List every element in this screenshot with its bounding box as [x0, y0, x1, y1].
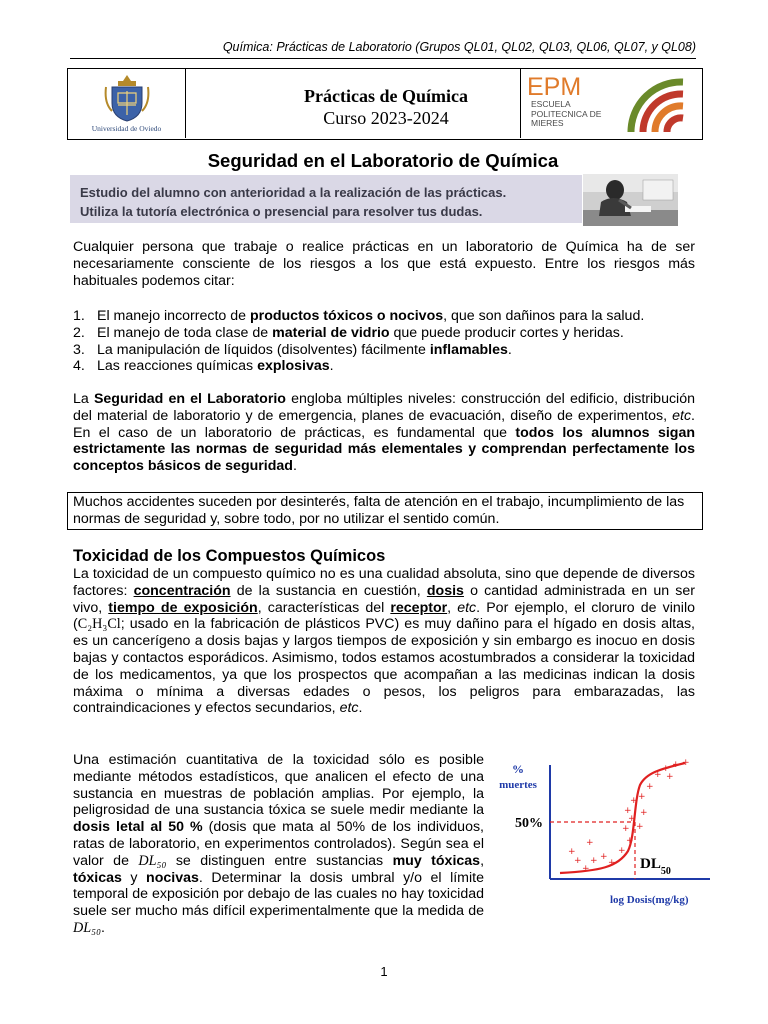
text-run: La	[73, 391, 94, 407]
list-text: El manejo de toda clase de	[97, 324, 273, 341]
dose-response-graph	[490, 755, 720, 915]
banner-course: Curso 2023-2024	[323, 108, 449, 128]
list-bold-text: explosivas	[257, 358, 330, 375]
text-run: de la sustancia en cuestión,	[230, 582, 427, 599]
university-crest-icon	[104, 73, 150, 123]
bold-text: tóxicas	[73, 869, 122, 886]
text-run: La toxicidad de un compuesto químico no es una cualidad absoluta, sino que depende de diversos factores:	[73, 566, 695, 599]
data-point: +	[640, 808, 648, 818]
italic-text: etc	[457, 599, 477, 616]
text-run: Una estimación cuantitativa de la toxicidad sólo es posible mediante métodos estadísticos, que analicen el efecto de una sustancia en muestras de población amplias. Por ejemplo, la peligrosidad de una sustancia tóxica se suele medir mediante la	[73, 752, 484, 819]
chemical-formula: C₂H₃Cl	[77, 616, 121, 633]
text-run: y	[121, 869, 147, 886]
underlined-term: concentración	[133, 582, 231, 599]
underlined-term: dosis	[426, 582, 464, 599]
data-point: +	[628, 814, 636, 824]
list-text: El manejo incorrecto de	[97, 308, 250, 324]
list-number: 3.	[73, 341, 85, 358]
list-text: .	[329, 358, 334, 375]
italic-text: etc	[339, 700, 359, 717]
data-point: +	[574, 856, 582, 866]
estimation-paragraph	[73, 752, 484, 937]
intro-paragraph: Cualquier persona que trabaje o realice prácticas en un laboratorio de Química ha de ser necesariamente consciente de los riesgos a los que está expuesto. Entre los riesgos más habituales podemos citar:	[73, 239, 695, 289]
text-run: se distinguen entre sustancias	[166, 852, 393, 869]
university-logo	[68, 69, 186, 138]
data-point: +	[608, 858, 616, 868]
dl50-term: DL₅₀	[73, 919, 102, 936]
fifty-percent-label: 50%	[515, 816, 543, 831]
section-heading-toxicity: Toxicidad de los Compuestos Químicos	[73, 547, 386, 565]
text-run: engloba múltiples niveles: construcción del edificio, distribución del material de laboratorio y de emergencia, planes de evacuación, diseño de experimentos,	[73, 391, 695, 424]
list-text: Las reacciones químicas	[97, 358, 258, 375]
list-number: 2.	[73, 324, 85, 341]
text-run: . Por ejemplo, el cloruro de vinilo (	[73, 599, 695, 633]
study-notice-line: Estudio del alumno con anterioridad a la realización de las prácticas.	[80, 185, 507, 200]
epm-logo	[520, 69, 702, 138]
data-point: +	[590, 856, 598, 866]
university-name: Universidad de Oviedo	[91, 124, 162, 133]
warning-text: Muchos accidentes suceden por desinterés, falta de atención en el trabajo, incumplimiento de las normas de seguridad y, sobre todo, por no utilizar el sentido común.	[73, 494, 685, 527]
list-item	[73, 308, 695, 325]
text-run: (dosis que mata al 50% de los individuos, ratas de laboratorio, en experimentos controlados). Según sea el valor de	[73, 819, 484, 869]
data-point: +	[582, 864, 590, 874]
text-run: ,	[480, 852, 485, 869]
page-title: Seguridad en el Laboratorio de Química	[207, 150, 559, 171]
underlined-term: tiempo de exposición	[108, 599, 258, 616]
bold-text: muy tóxicas	[392, 852, 481, 869]
text-run: , características del	[257, 599, 391, 616]
data-point: +	[672, 760, 680, 770]
y-axis-label-deaths: muertes	[499, 779, 537, 791]
dl50-term: DL₅₀	[138, 852, 167, 869]
text-run: .	[358, 700, 363, 717]
text-run: o cantidad administrada en un ser vivo,	[73, 582, 695, 616]
italic-text: etc	[672, 407, 692, 424]
list-item	[73, 342, 695, 359]
epm-logo-text: EPM	[527, 73, 582, 101]
text-run: . En el caso de un laboratorio de prácticas, es fundamental que	[73, 407, 695, 441]
warning-box	[67, 492, 703, 530]
text-run: . Determinar la dosis umbral y/o el límite temporal de exposición por debajo de las cuales no hay toxicidad suele ser mucho más difícil experimentalmente que la medida de	[73, 869, 484, 920]
data-point: +	[662, 764, 670, 774]
bold-text: Seguridad en el Laboratorio	[93, 391, 286, 407]
dl-label-text: DL	[640, 856, 661, 872]
studying-student-photo	[583, 174, 678, 226]
list-number: 1.	[73, 308, 85, 324]
list-bold-text: productos tóxicos o nocivos	[250, 308, 444, 324]
list-text: , que son dañinos para la salud.	[443, 308, 645, 324]
toxicity-paragraph	[73, 566, 695, 717]
data-point: +	[618, 846, 626, 856]
data-point: +	[636, 822, 644, 832]
list-text: que puede producir cortes y heridas.	[389, 324, 624, 341]
data-points	[568, 758, 690, 874]
y-axis-label-percent: %	[512, 762, 524, 776]
text-run: .	[292, 458, 297, 475]
text-run: ; usado en la fabricación de plásticos PVC) es muy dañino para el hígado en dosis altas, es un cancerígeno a dosis bajas y largos tiempos de exposición y sin embargo es inocuo en dosis bajas y contactos esporádicos. Asimismo, todos estamos acostumbrados a considerar la toxicidad de los medicamentos, ya que los prospectos que acompañan a las medicinas indican la dosis máxima o mínima a diversas edades o pesos, los peligros para embarazadas, las contraindicaciones y efectos secundarios,	[73, 616, 695, 717]
dl50-label	[640, 856, 671, 877]
data-point: +	[600, 852, 608, 862]
epm-subtitle-line: MIERES	[531, 118, 564, 128]
dl-label-subscript: 50	[660, 865, 671, 877]
page-number: 1	[380, 964, 388, 979]
data-point: +	[654, 770, 662, 780]
underlined-term: receptor	[390, 599, 448, 616]
epm-subtitle-line: ESCUELA	[531, 99, 571, 109]
data-point: +	[626, 836, 634, 846]
data-point: +	[638, 792, 646, 802]
data-point: +	[586, 838, 594, 848]
bold-text: nocivas	[146, 869, 199, 886]
data-point: +	[624, 806, 632, 816]
running-title: Química: Prácticas de Laboratorio (Grupos QL01, QL02, QL03, QL06, QL07, y QL08)	[222, 40, 696, 54]
data-point: +	[646, 782, 654, 792]
list-text: La manipulación de líquidos (disolventes) fácilmente	[97, 341, 430, 358]
text-run: .	[101, 919, 105, 936]
data-point: +	[568, 847, 576, 857]
epm-subtitle-line: POLITECNICA DE	[531, 108, 602, 119]
data-point: +	[666, 772, 674, 782]
bold-text: dosis letal al 50 %	[73, 819, 203, 836]
banner-title: Prácticas de Química	[304, 86, 468, 106]
running-header	[70, 40, 696, 59]
list-text: .	[507, 341, 512, 358]
header-banner	[67, 68, 703, 140]
list-bold-text: inflamables	[429, 341, 508, 358]
risk-list	[73, 308, 695, 375]
epm-arcs-icon	[621, 74, 693, 134]
x-axis-label: log Dosis(mg/kg)	[610, 894, 689, 906]
data-point: +	[682, 758, 690, 768]
bold-text: todos los alumnos sigan estrictamente las normas de seguridad más elementales y comprendan perfectamente los conceptos básicos de seguridad	[73, 424, 695, 475]
epm-subtitle	[531, 100, 601, 129]
list-number: 4.	[73, 358, 85, 375]
data-point: +	[622, 824, 630, 834]
list-bold-text: material de vidrio	[272, 324, 390, 341]
list-item	[73, 325, 695, 342]
study-notice-box	[70, 175, 582, 223]
study-notice-line: Utiliza la tutoría electrónica o presencial para resolver tus dudas.	[80, 204, 483, 219]
data-point: +	[630, 796, 638, 806]
text-run: ,	[447, 599, 458, 616]
list-item	[73, 358, 695, 375]
security-paragraph	[73, 391, 695, 475]
